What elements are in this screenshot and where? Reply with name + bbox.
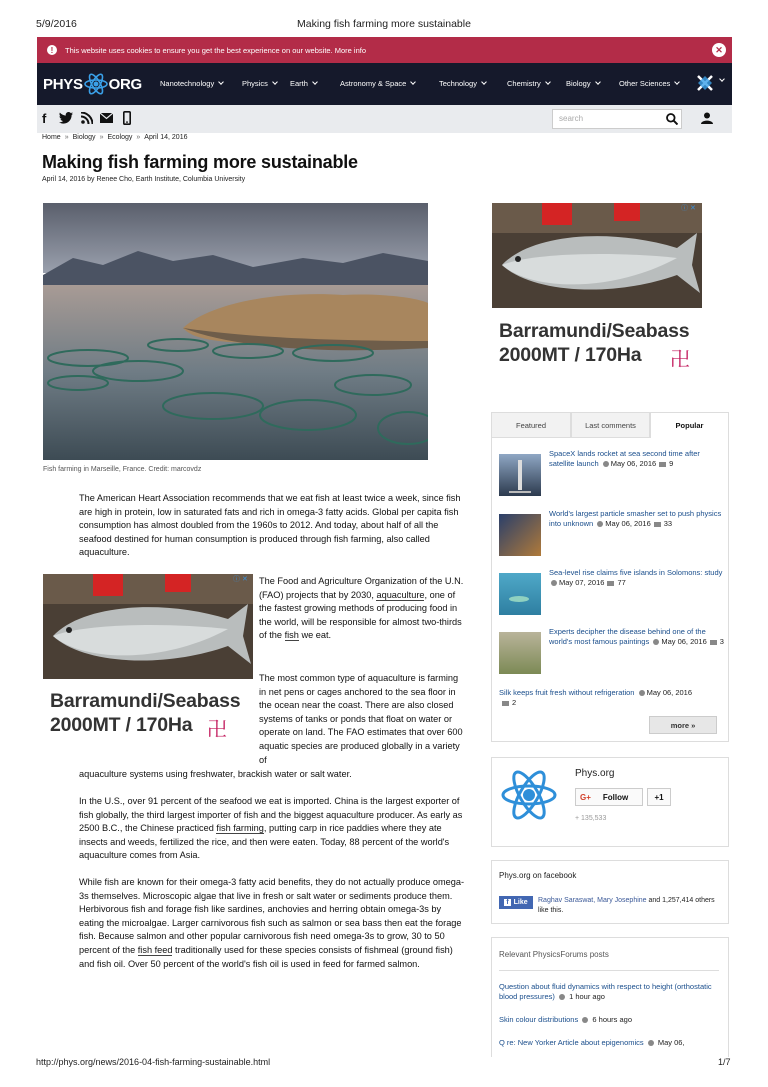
close-icon[interactable]: ✕ [712,43,726,57]
print-title: Making fish farming more sustainable [297,18,471,30]
chevron-down-icon [410,79,416,85]
clock-icon [648,1040,654,1046]
gplus-plusone-button[interactable]: +1 [647,788,671,806]
site-logo[interactable] [43,73,142,95]
nav-technology[interactable]: Technology [439,79,486,88]
ad-text-line2[interactable]: 2000MT / 170Ha [50,714,193,736]
news-thumb-particle[interactable] [499,514,541,556]
breadcrumb-date: April 14, 2016 [144,134,188,141]
article-paragraph-2: The Food and Agriculture Organization of the U.N. (FAO) projects that by 2030, aquaculture, one of the fastest growing methods of producing food in the world, will be responsible for almost two-thirds of the fish we eat. [259,576,464,641]
search-input[interactable]: search [552,109,682,129]
article-paragraph-4: In the U.S., over 91 percent of the seafood we eat is imported. China is the largest exporter of fish globally, the third largest importer of fish and the biggest aquaculture producer. As early as 2500 B.C., the Chinese practiced fish farming, putting carp in rice paddies where they ate insects and weeds, fertilized the rice, and then were eaten. Today, 88 percent of the world's aquaculture comes from Asia. [79,796,463,861]
print-footer-page: 1/7 [718,1057,731,1067]
news-item[interactable]: Experts decipher the disease behind one of the world's most famous paintings May 06, 2016 3 [549,627,724,646]
nav-astronomy-space[interactable]: Astronomy & Space [340,79,415,88]
nav-other-sciences[interactable]: Other Sciences [619,79,679,88]
clock-icon [603,461,609,467]
facebook-like-button[interactable]: f Like [499,896,533,909]
ad-text-line1[interactable]: Barramundi/Seabass [50,690,241,712]
chevron-down-icon [674,79,680,85]
chevron-down-icon [595,79,601,85]
clock-icon [597,521,603,527]
comment-icon [659,462,666,467]
tab-featured[interactable]: Featured [491,412,571,438]
clock-icon [551,580,557,586]
clock-icon [653,639,659,645]
user-icon[interactable] [701,112,713,126]
facebook-box-title[interactable]: Phys.org on facebook [499,871,577,880]
chevron-down-icon [272,79,278,85]
news-thumb-painting[interactable] [499,632,541,674]
mobile-icon[interactable] [123,111,131,127]
sidebar-ad-fish-image[interactable] [492,203,702,308]
comment-icon [710,640,717,645]
fish-feed-link[interactable]: fish feed [137,944,173,955]
comment-icon [502,701,509,706]
gplus-icon: G+ [580,792,591,802]
breadcrumb-biology[interactable]: Biology [72,134,96,141]
forum-item[interactable]: Skin colour distributions 6 hours ago [499,1015,633,1024]
nav-earth[interactable]: Earth [290,79,317,88]
article-paragraph-3a: The most common type of aquaculture is farming in net pens or cages anchored to the sea floor in the ocean near the coast. There are also closed systems of tanks or ponds that float on water or operate on land. The FAO estimates that over 600 aquatic species are produced globally in a variety of [259,673,463,765]
cookie-text[interactable]: This website uses cookies to ensure you get the best experience on our website. More info [65,45,366,55]
print-footer-url: http://phys.org/news/2016-04-fish-farming-sustainable.html [36,1057,271,1067]
breadcrumb-home[interactable]: Home [42,134,61,141]
article-byline: April 14, 2016 by Renee Cho, Earth Institute, Columbia University [42,176,246,183]
article-paragraph-3b: aquaculture systems using freshwater, brackish water or salt water. [79,769,352,779]
chevron-down-icon [312,79,318,85]
logo-text-right: ORG [108,75,142,93]
breadcrumb: Home » Biology » Ecology » April 14, 2016 [42,134,188,141]
nav-nanotechnology[interactable]: Nanotechnology [160,79,223,88]
news-thumb-spacex[interactable] [499,454,541,496]
more-button[interactable]: more » [649,716,717,734]
main-nav [37,63,732,105]
physorg-atom-icon[interactable] [499,765,559,825]
twitter-icon[interactable] [59,112,73,126]
news-thumb-islands[interactable] [499,573,541,615]
nav-biology[interactable]: Biology [566,79,600,88]
ad-logo-icon: 卍 [207,719,227,741]
sidebar-ad-logo-icon: 卍 [670,349,690,371]
article-paragraph-1: The American Heart Association recommends that we eat fish at least twice a week, since fish are high in protein, low in saturated fats and rich in omega-3 fatty acids. Global per capita fish consumption has almost doubled from the 1960s to 2012. And today, about half of all the seafood destined for human consumption is produced through fish farming, also called aquaculture. [79,493,461,558]
tab-last-comments[interactable]: Last comments [571,412,650,438]
sidebar-ad-text-line1[interactable]: Barramundi/Seabass [499,320,690,342]
divider [499,970,719,971]
news-item[interactable]: World's largest particle smasher set to push physics into unknown May 06, 2016 33 [549,509,722,528]
fish-link[interactable]: fish [284,630,299,641]
fish-farming-link[interactable]: fish farming [216,823,264,834]
clock-icon [639,690,645,696]
print-date: 5/9/2016 [36,18,77,30]
comment-icon [654,522,661,527]
comment-icon [607,581,614,586]
hero-caption: Fish farming in Marseille, France. Credit: marcovdz [43,466,202,473]
email-icon[interactable] [100,113,113,125]
network-dropdown[interactable] [715,76,724,85]
chevron-down-icon [481,79,487,85]
clock-icon [582,1017,588,1023]
logo-text-left: PHYS [43,75,83,93]
article-paragraph-5: While fish are known for their omega-3 fatty acid benefits, they do not actually produce omega-3s themselves. Microscopic algae that live in fresh or salt water or sediments produce them. Herbivorous fish and forage fish like sardines, anchovies and herring obtain omega-3s by eating the microalgae. Larger carnivorous fish such as salmon or sea bass then eat the forage fish. Because salmon and other popular carnivorous fish need omega-3s to grow, 30 to 50 percent of the fish feed traditionally used for these species consists of fishmeal (ground fish) and fish oil. Over 50 percent of the world's fish oil is used in feed for farmed salmon. [79,877,465,969]
rss-icon[interactable] [81,112,93,126]
tab-popular[interactable]: Popular [650,412,729,438]
ad-fish-image[interactable] [43,574,253,679]
news-item[interactable]: Sea-level rise claims five islands in Solomons: study May 07, 2016 77 [549,568,723,587]
breadcrumb-ecology[interactable]: Ecology [107,134,133,141]
facebook-icon: f [506,899,509,906]
cookie-banner [37,37,732,63]
article-hero-image[interactable] [43,203,428,460]
facebook-icon[interactable]: f [42,111,47,126]
facebook-likes-text: Raghav Saraswat, Mary Josephine and 1,257,414 others like this. [538,897,715,914]
share-toolbar [37,105,732,133]
nav-chemistry[interactable]: Chemistry [507,79,550,88]
atom-logo-icon [84,73,108,95]
chevron-down-icon [719,76,725,82]
sidebar-adchoices-icon[interactable]: ⓘ ✕ [681,205,696,212]
adchoices-icon[interactable]: ⓘ ✕ [233,576,248,583]
news-item[interactable]: Silk keeps fruit fresh without refrigeration May 06, 2016 2 [499,688,693,707]
network-switch-icon[interactable] [697,75,713,91]
clock-icon [559,994,565,1000]
gplus-name[interactable]: Phys.org [575,768,615,779]
news-item[interactable]: SpaceX lands rocket at sea second time after satellite launch May 06, 2016 9 [549,449,700,468]
sidebar-ad-text-line2[interactable]: 2000MT / 170Ha [499,344,642,366]
gplus-follow-button[interactable]: G+ Follow [575,788,643,806]
search-icon[interactable] [666,113,678,127]
forums-title: Relevant PhysicsForums posts [499,950,609,959]
gplus-count: + 135,533 [575,815,607,822]
chevron-down-icon [218,79,224,85]
chevron-down-icon [545,79,551,85]
article-title: Making fish farming more sustainable [42,152,358,172]
nav-physics[interactable]: Physics [242,79,277,88]
forum-item[interactable]: Q re: New Yorker Article about epigenomics May 06, [499,1038,685,1047]
forum-item[interactable]: Question about fluid dynamics with respect to height (orthostatic blood pressures) 1 hour ago [499,982,712,1001]
aquaculture-link[interactable]: aquaculture [376,589,425,600]
alert-icon: ! [47,45,57,55]
